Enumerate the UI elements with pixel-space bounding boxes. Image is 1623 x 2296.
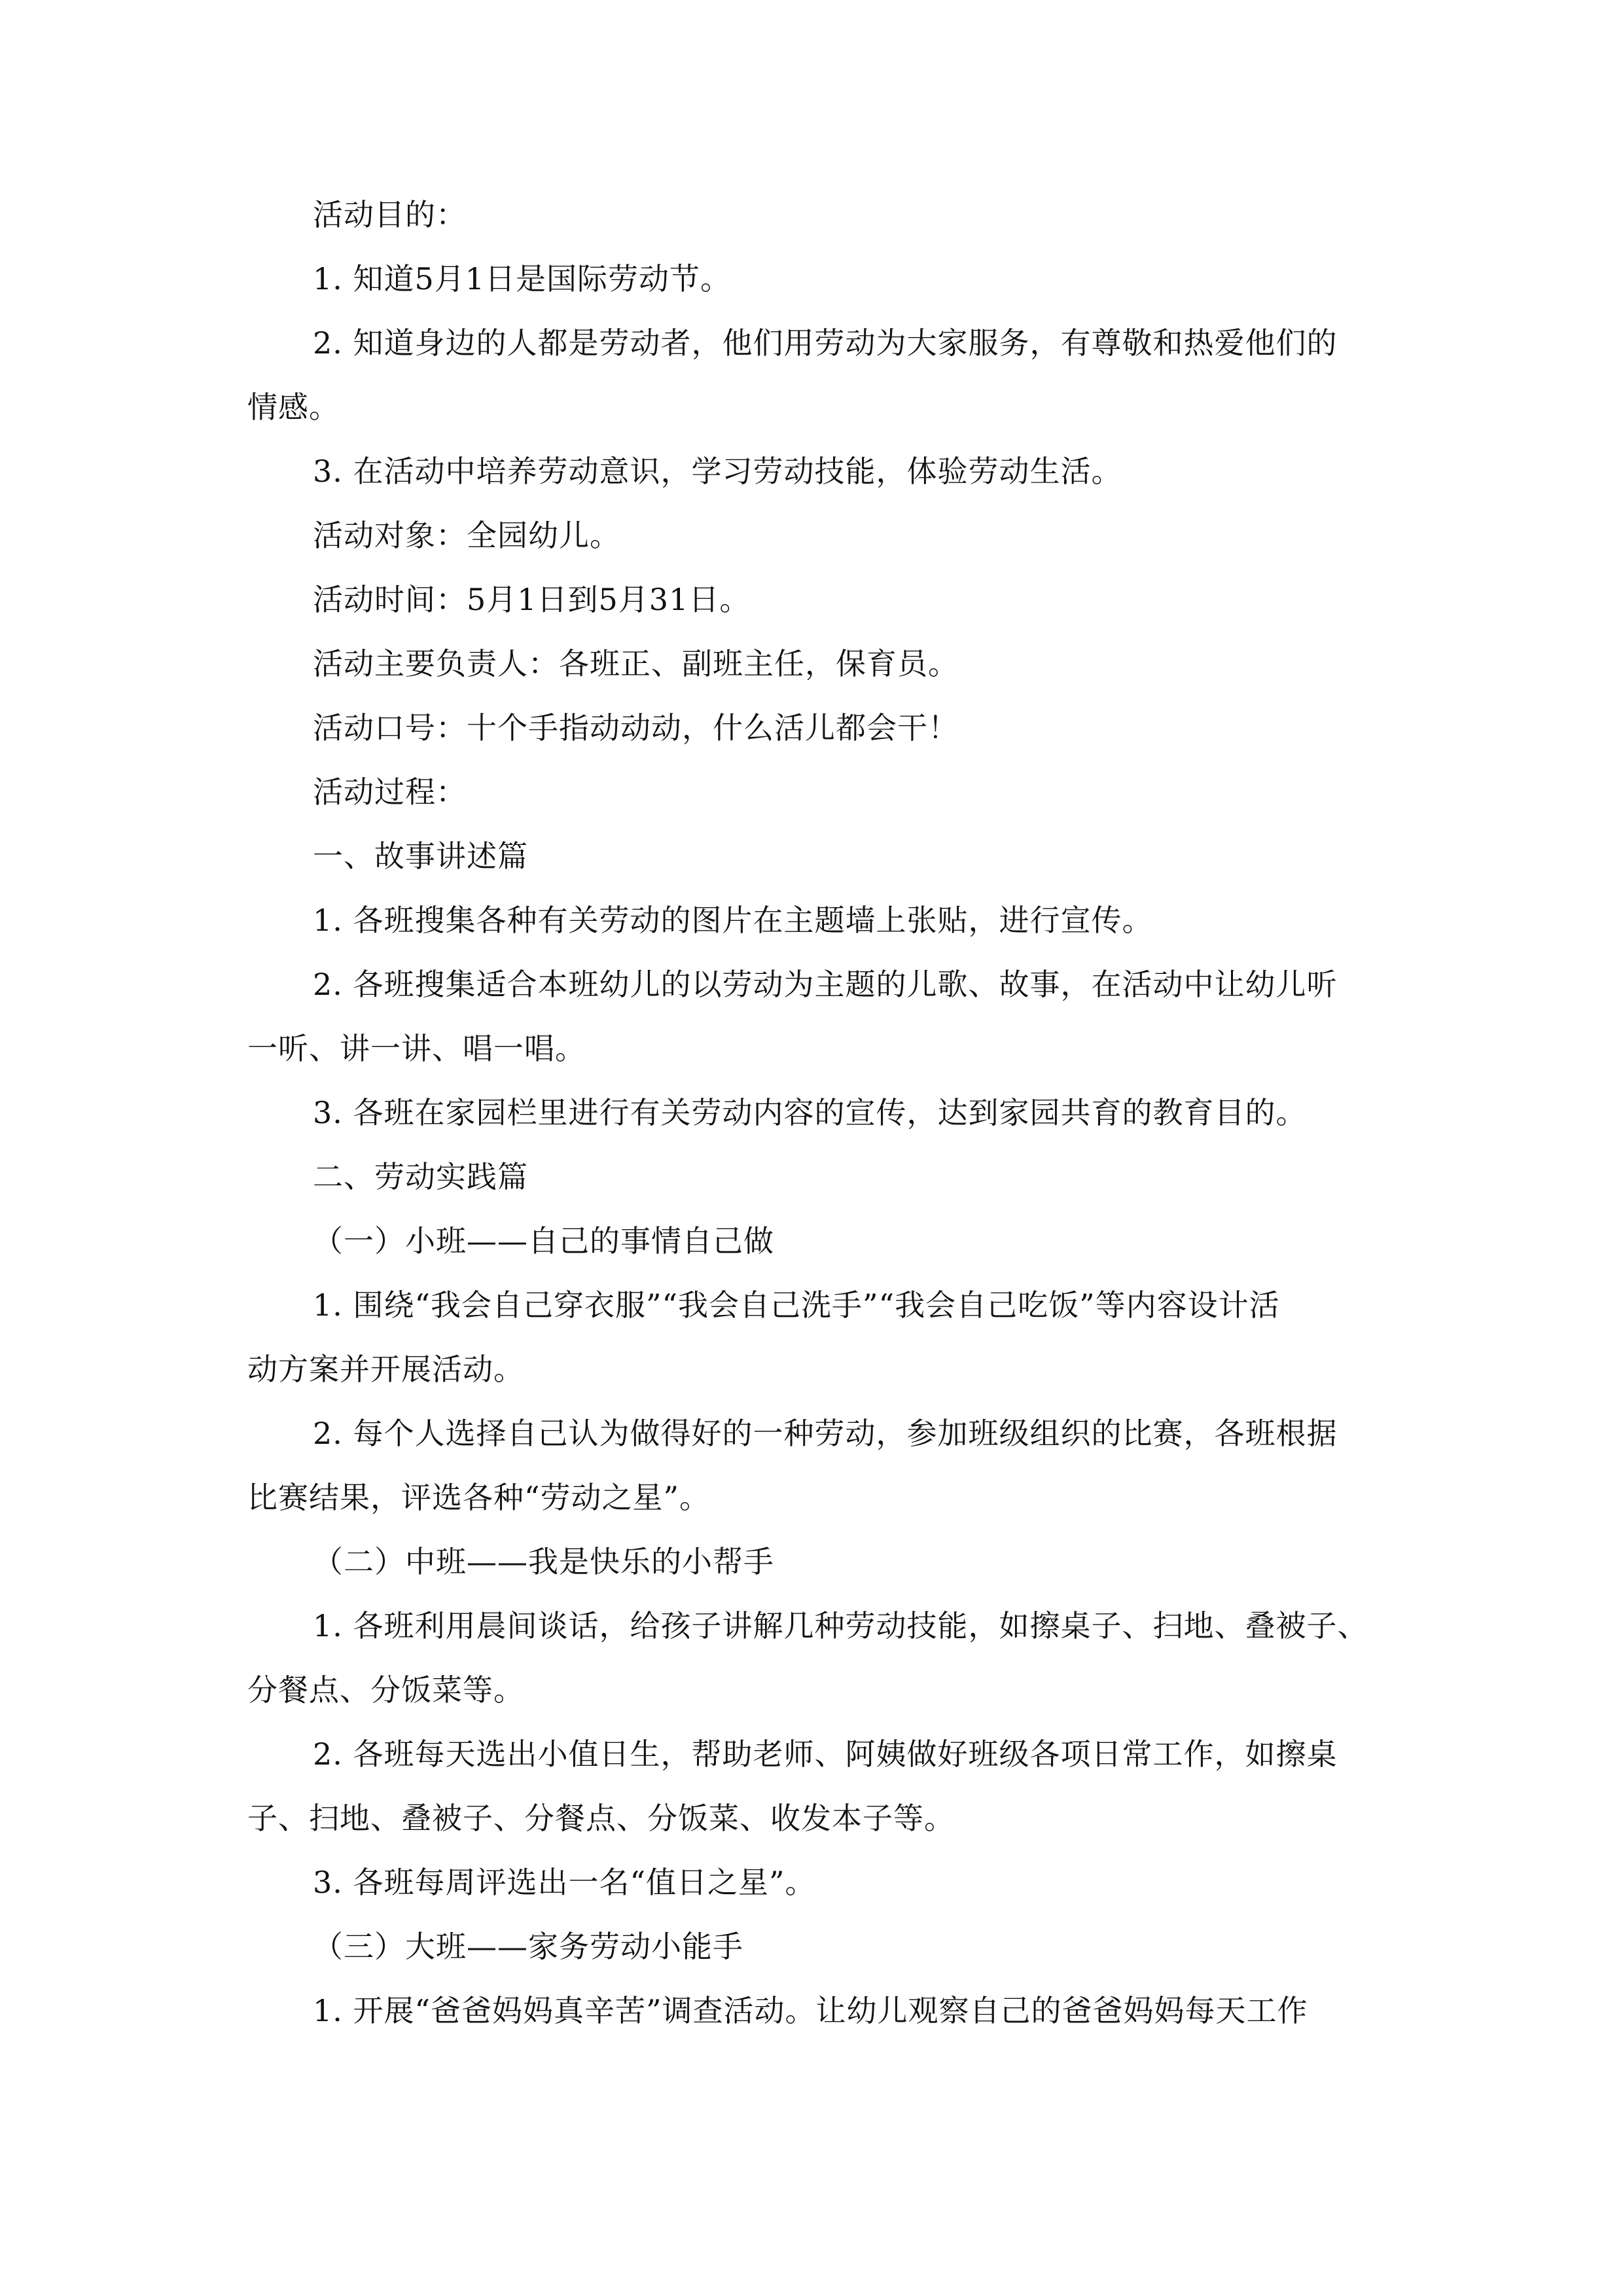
paragraph-story-2-cont: 一听、讲一讲、唱一唱。 — [247, 1031, 586, 1066]
paragraph-slogan: 活动口号：十个手指动动动，什么活儿都会干！ — [313, 710, 959, 745]
paragraph-middle-2: 2. 各班每天选出小值日生，帮助老师、阿姨做好班级各项日常工作，如擦桌 — [313, 1736, 1338, 1772]
paragraph-middle-1: 1. 各班利用晨间谈话，给孩子讲解几种劳动技能，如擦桌子、扫地、叠被子、 — [313, 1608, 1368, 1643]
paragraph-purpose-2-cont: 情感。 — [247, 389, 340, 425]
paragraph-responsible: 活动主要负责人：各班正、副班主任，保育员。 — [313, 646, 959, 681]
paragraph-large-1: 1. 开展“爸爸妈妈真辛苦”调查活动。让幼儿观察自己的爸爸妈妈每天工作 — [313, 1993, 1308, 2028]
paragraph-small-2-cont: 比赛结果，评选各种“劳动之星”。 — [247, 1480, 711, 1515]
document-page — [247, 196, 1376, 2029]
subsection-heading-large-class: （三）大班——家务劳动小能手 — [313, 1929, 743, 1964]
paragraph-target: 活动对象：全园幼儿。 — [313, 518, 620, 553]
paragraph-middle-2-cont: 子、扫地、叠被子、分餐点、分饭菜、收发本子等。 — [247, 1801, 955, 1836]
paragraph-small-1: 1. 围绕“我会自己穿衣服”“我会自己洗手”“我会自己吃饭”等内容设计活 — [313, 1287, 1280, 1323]
paragraph-purpose-2: 2. 知道身边的人都是劳动者，他们用劳动为大家服务，有尊敬和热爱他们的 — [313, 325, 1338, 361]
paragraph-purpose-1: 1. 知道5月1日是国际劳动节。 — [313, 261, 732, 296]
paragraph-story-2: 2. 各班搜集适合本班幼儿的以劳动为主题的儿歌、故事，在活动中让幼儿听 — [313, 967, 1338, 1002]
paragraph-purpose-3: 3. 在活动中培养劳动意识，学习劳动技能，体验劳动生活。 — [313, 454, 1122, 489]
paragraph-middle-3: 3. 各班每周评选出一名“值日之星”。 — [313, 1865, 816, 1900]
subsection-heading-middle-class: （二）中班——我是快乐的小帮手 — [313, 1544, 774, 1579]
paragraph-small-2: 2. 每个人选择自己认为做得好的一种劳动，参加班级组织的比赛，各班根据 — [313, 1416, 1338, 1451]
subsection-heading-small-class: （一）小班——自己的事情自己做 — [313, 1223, 774, 1259]
section-heading-story: 一、故事讲述篇 — [313, 838, 528, 874]
paragraph-story-1: 1. 各班搜集各种有关劳动的图片在主题墙上张贴，进行宣传。 — [313, 903, 1153, 938]
section-heading-process: 活动过程： — [313, 774, 467, 810]
paragraph-story-3: 3. 各班在家园栏里进行有关劳动内容的宣传，达到家园共育的教育目的。 — [313, 1095, 1307, 1130]
paragraph-middle-1-cont: 分餐点、分饭菜等。 — [247, 1672, 524, 1708]
section-heading-purpose: 活动目的： — [313, 197, 467, 232]
paragraph-time: 活动时间：5月1日到5月31日。 — [313, 582, 751, 617]
section-heading-practice: 二、劳动实践篇 — [313, 1159, 528, 1194]
paragraph-small-1-cont: 动方案并开展活动。 — [247, 1352, 524, 1387]
